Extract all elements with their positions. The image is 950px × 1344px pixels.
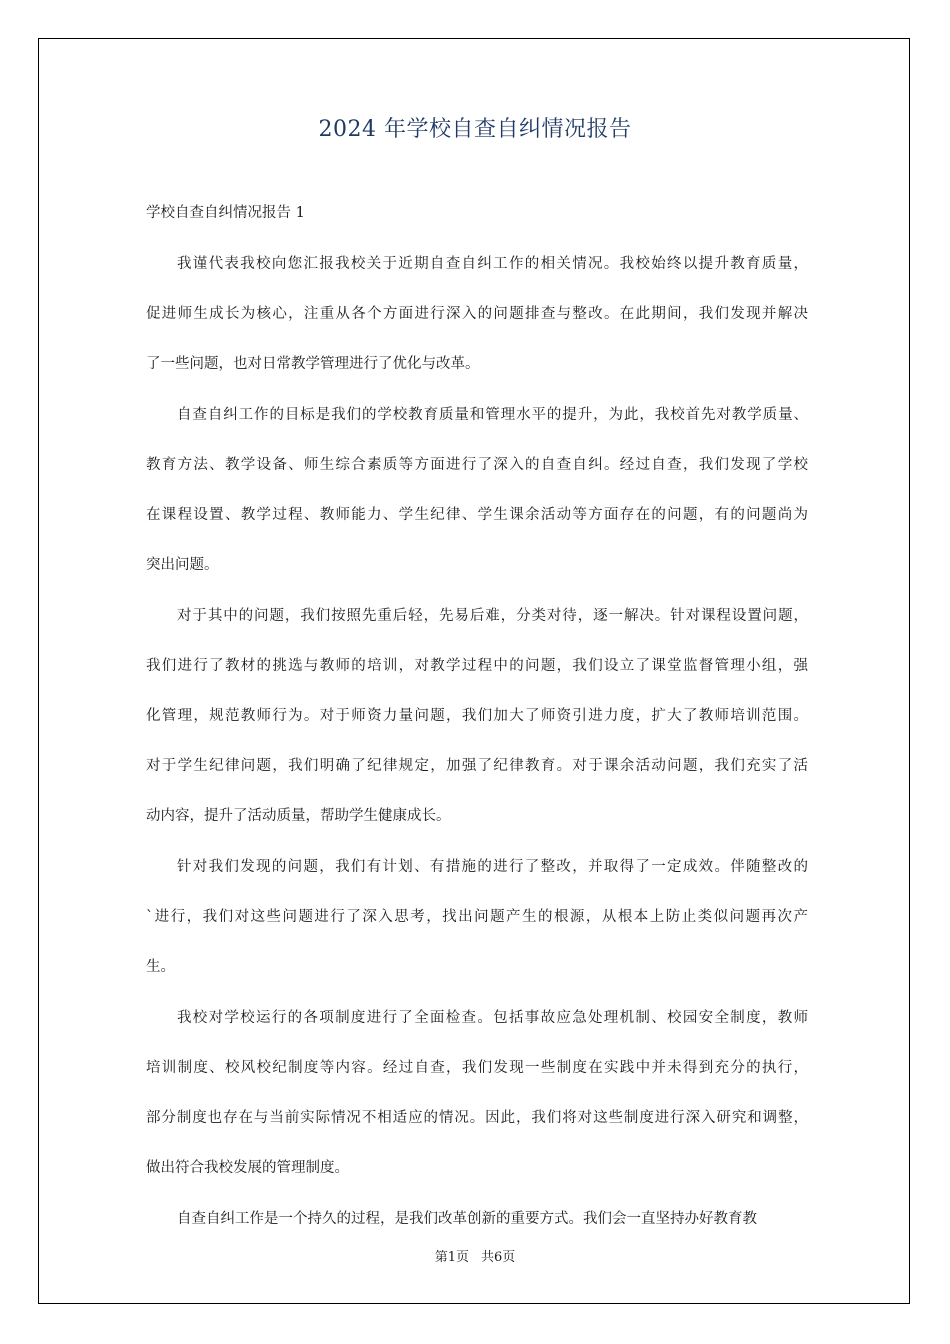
page-footer bbox=[0, 1248, 950, 1268]
paragraph-line: 动内容，提升了活动质量，帮助学生健康成长。 bbox=[146, 808, 451, 824]
paragraph-line: 自查自纠工作是一个持久的过程，是我们改革创新的重要方式。我们会一直坚持办好教育教 bbox=[177, 1211, 757, 1227]
paragraph-line: 对于学生纪律问题，我们明确了纪律规定，加强了纪律教育。对于课余活动问题，我们充实了活 bbox=[146, 758, 808, 774]
paragraph-line: 化管理，规范教师行为。对于师资力量问题，我们加大了师资引进力度，扩大了教师培训范围。 bbox=[146, 708, 808, 724]
paragraph-line: 促进师生成长为核心，注重从各个方面进行深入的问题排查与整改。在此期间，我们发现并解决 bbox=[146, 306, 808, 322]
paragraph bbox=[146, 402, 808, 578]
paragraph bbox=[146, 1206, 808, 1232]
paragraph-line: 突出问题。 bbox=[146, 557, 219, 573]
paragraph-line: `进行，我们对这些问题进行了深入思考，找出问题产生的根源，从根本上防止类似问题再次产 bbox=[146, 909, 808, 925]
paragraph-list bbox=[146, 251, 808, 1232]
paragraph bbox=[146, 854, 808, 980]
paragraph-line: 我们进行了教材的挑选与教师的培训，对教学过程中的问题，我们设立了课堂监督管理小组，强 bbox=[146, 658, 808, 674]
paragraph-line: 了一些问题，也对日常教学管理进行了优化与改革。 bbox=[146, 356, 480, 372]
paragraph bbox=[146, 1005, 808, 1181]
paragraph-line: 针对我们发现的问题，我们有计划、有措施的进行了整改，并取得了一定成效。伴随整改的 bbox=[177, 859, 808, 875]
paragraph-line: 我校对学校运行的各项制度进行了全面检查。包括事故应急处理机制、校园安全制度，教师 bbox=[177, 1010, 808, 1026]
paragraph-line: 生。 bbox=[146, 959, 175, 975]
paragraph-line: 教育方法、教学设备、师生综合素质等方面进行了深入的自查自纠。经过自查，我们发现了学校 bbox=[146, 457, 808, 473]
page-total: 共6页 bbox=[481, 1250, 516, 1265]
paragraph bbox=[146, 251, 808, 377]
paragraph-line: 对于其中的问题，我们按照先重后轻，先易后难，分类对待，逐一解决。针对课程设置问题， bbox=[177, 608, 808, 624]
paragraph-line: 培训制度、校风校纪制度等内容。经过自查，我们发现一些制度在实践中并未得到充分的执行， bbox=[146, 1060, 808, 1076]
page-number: 第1页 bbox=[434, 1250, 469, 1265]
paragraph-line: 我谨代表我校向您汇报我校关于近期自查自纠工作的相关情况。我校始终以提升教育质量， bbox=[177, 256, 808, 272]
paragraph-line: 做出符合我校发展的管理制度。 bbox=[146, 1160, 349, 1176]
document-body bbox=[146, 200, 808, 1257]
paragraph bbox=[146, 603, 808, 829]
paragraph-line: 部分制度也存在与当前实际情况不相适应的情况。因此，我们将对这些制度进行深入研究和调整， bbox=[146, 1110, 808, 1126]
document-title: 2024 年学校自查自纠情况报告 bbox=[318, 117, 632, 142]
paragraph-line: 在课程设置、教学过程、教师能力、学生纪律、学生课余活动等方面存在的问题，有的问题尚为 bbox=[146, 507, 808, 523]
section-heading: 学校自查自纠情况报告 1 bbox=[146, 205, 305, 221]
paragraph-line: 自查自纠工作的目标是我们的学校教育质量和管理水平的提升，为此，我校首先对教学质量、 bbox=[177, 407, 808, 423]
